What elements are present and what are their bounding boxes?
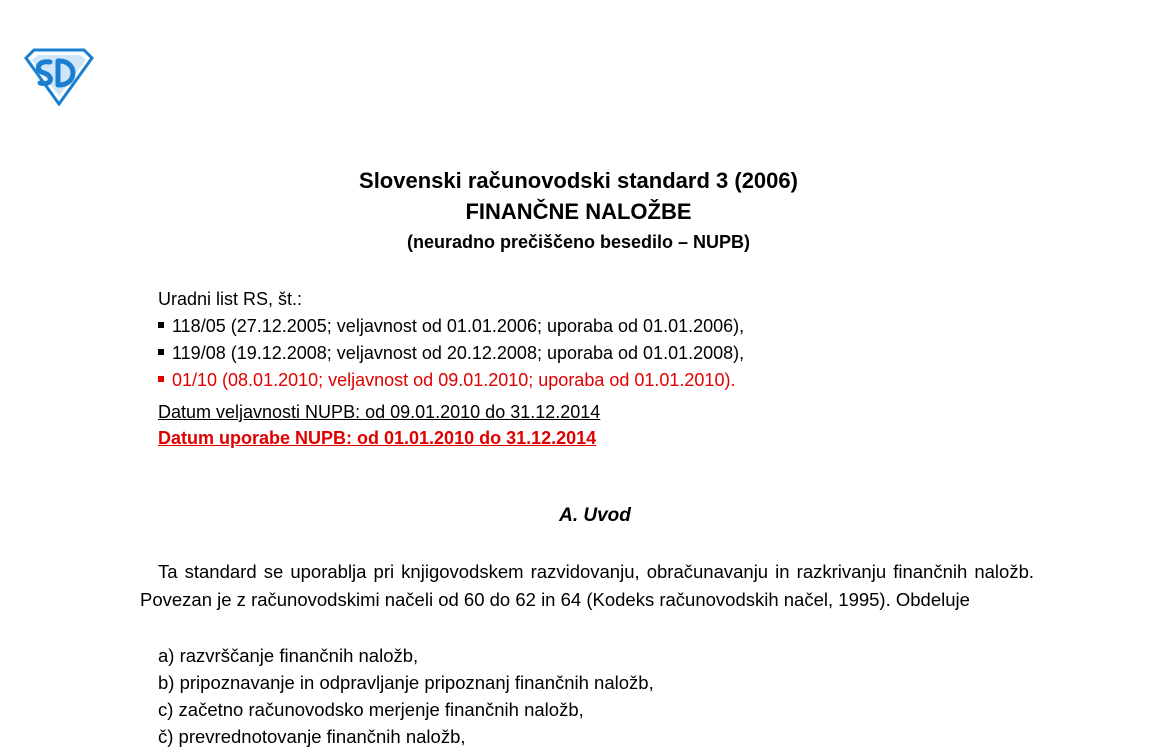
intro-paragraph: Ta standard se uporablja pri knjigovodskem razvidovanju, obračunavanju in razkrivanju finančnih naložb. Povezan je z računovodskimi načeli od 60 do 62 in 64 (Kodeks računovodskih načel, 1995). Obdeluje: [140, 561, 1034, 610]
list-item: č) prevrednotovanje finančnih naložb,: [158, 726, 466, 747]
bullet-icon: [158, 322, 164, 328]
usage-date: Datum uporabe NUPB: od 01.01.2010 do 31.12.2014: [158, 428, 597, 448]
document-subtitle: FINANČNE NALOŽBE: [465, 199, 692, 224]
section-title: A. Uvod: [559, 505, 631, 526]
sd-shield-logo: [22, 48, 96, 106]
list-item: a) razvrščanje finančnih naložb,: [158, 645, 419, 666]
bullet-icon: [158, 376, 164, 382]
gazette-references: [158, 286, 744, 394]
validity-date: Datum veljavnosti NUPB: od 09.01.2010 do 31.12.2014: [158, 402, 601, 422]
list-item: c) začetno računovodsko merjenje finančnih naložb,: [158, 699, 584, 720]
document-title: Slovenski računovodski standard 3 (2006): [359, 168, 798, 193]
list-item: b) pripoznavanje in odpravljanje pripoznanj finančnih naložb,: [158, 672, 654, 693]
document-note: (neuradno prečiščeno besedilo – NUPB): [406, 232, 751, 252]
bullet-icon: [158, 349, 164, 355]
gazette-entry-current: 01/10 (08.01.2010; veljavnost od 09.01.2010; uporaba od 01.01.2010).: [158, 367, 744, 394]
topics-list: [158, 642, 654, 750]
nupb-dates: [158, 399, 600, 451]
gazette-heading: Uradni list RS, št.:: [158, 289, 303, 309]
gazette-entry: 118/05 (27.12.2005; veljavnost od 01.01.2006; uporaba od 01.01.2006),: [158, 313, 744, 340]
gazette-entry: 119/08 (19.12.2008; veljavnost od 20.12.2008; uporaba od 01.01.2008),: [158, 340, 744, 367]
